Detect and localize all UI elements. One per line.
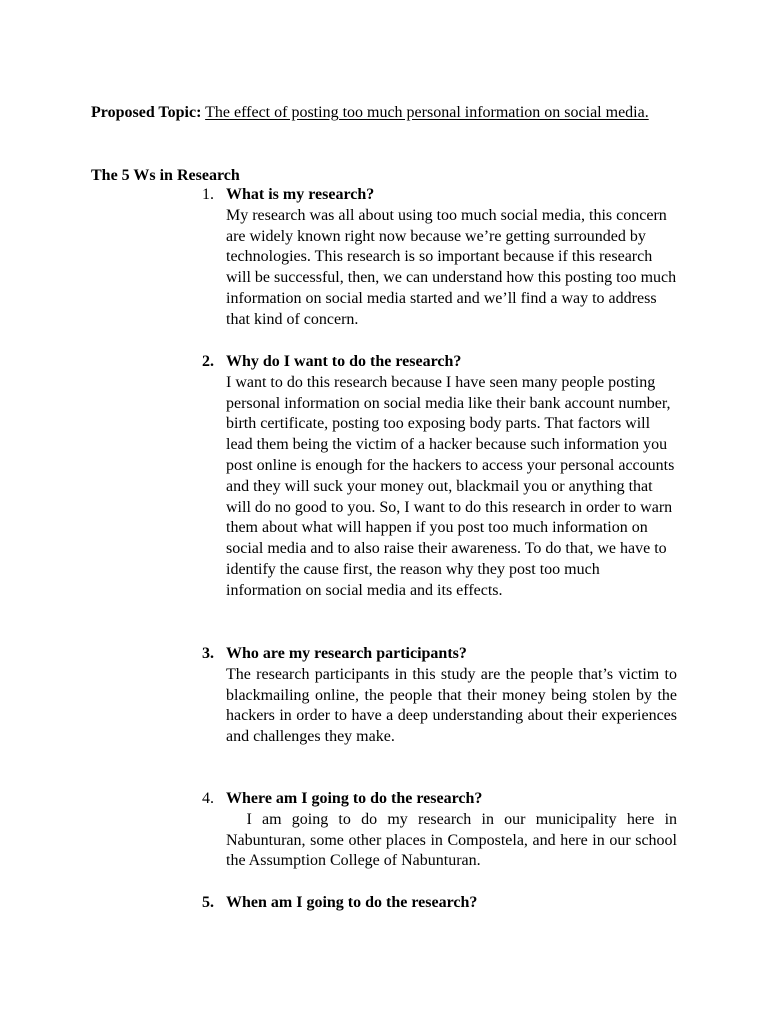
- item-answer: My research was all about using too much social media, this concern are widely known right now because we’re getting surrounded by technologies. This research is so important because if this research will be successful, then, we can understand how this posting too much information on social media started and we’ll find a way to address that kind of concern.: [226, 206, 677, 328]
- list-item-what: [202, 185, 677, 331]
- item-question: Where am I going to do the research?: [226, 790, 483, 807]
- list-item-where: [202, 789, 682, 872]
- item-question: When am I going to do the research?: [226, 894, 478, 911]
- proposed-topic-label: Proposed Topic:: [91, 104, 202, 121]
- item-number: 4.: [202, 790, 214, 807]
- item-question: Why do I want to do the research?: [226, 353, 462, 370]
- section-heading: The 5 Ws in Research: [91, 167, 240, 184]
- item-number: 3.: [202, 645, 214, 662]
- item-question: Who are my research participants?: [226, 645, 467, 662]
- item-answer: The research participants in this study are the people that’s victim to blackmailing online, the people that their money being stolen by the hackers in order to have a deep understanding about their experiences and challenges they make.: [226, 665, 677, 746]
- item-number: 2.: [202, 353, 214, 370]
- item-answer: I want to do this research because I have seen many people posting personal information on social media like their bank account number, birth certificate, posting too exposing body parts. That factors will lead them being the victim of a hacker because such information you post online is enough for the hackers to access your personal accounts and they will suck your money out, blackmail you or anything that will do no good to you. So, I want to do this research in order to warn them about what will happen if you post too much information on social media and to also raise their awareness. To do that, we have to identify the cause first, the reason why they post too much information on social media and its effects.: [226, 373, 675, 599]
- proposed-topic: [91, 102, 681, 123]
- list-item-when: [202, 893, 677, 914]
- item-number: 1.: [202, 186, 214, 203]
- proposed-topic-text: The effect of posting too much personal information on social media.: [205, 104, 649, 121]
- item-answer: I am going to do my research in our municipality here in Nabunturan, some other places in Compostela, and here in our school the Assumption College of Nabunturan.: [226, 810, 682, 870]
- item-question: What is my research?: [226, 186, 375, 203]
- list-item-why: [202, 352, 677, 602]
- item-number: 5.: [202, 894, 214, 911]
- list-item-who: [202, 644, 677, 748]
